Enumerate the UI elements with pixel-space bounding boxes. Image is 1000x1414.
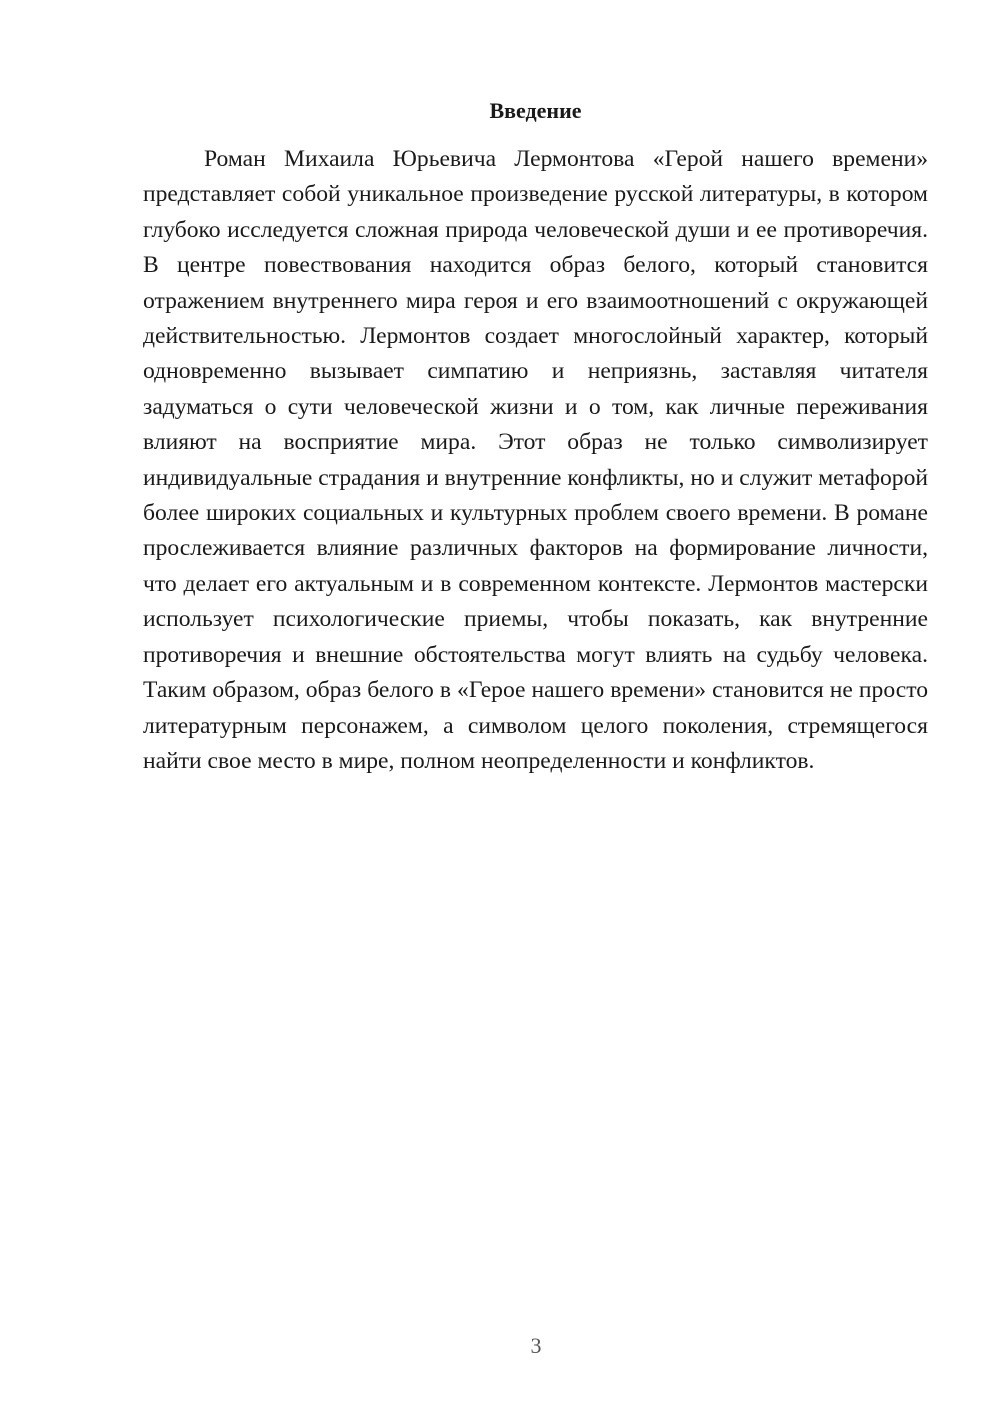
page-number: 3: [530, 1333, 542, 1358]
section-heading: Введение: [489, 98, 582, 123]
body-paragraph: Роман Михаила Юрьевича Лермонтова «Герой нашего времени» представляет собой уникальное произведение русской литературы, в котором глубоко исследуется сложная природа человеческой души и ее противоречия. В центре повествования находится образ белого, который становится отражением внутреннего мира героя и его взаимоотношений с окружающей действительностью. Лермонтов создает многослойный характер, который одновременно вызывает симпатию и неприязнь, заставляя читателя задуматься о сути человеческой жизни и о том, как личные переживания влияют на восприятие мира. Этот образ не только символизирует индивидуальные страдания и внутренние конфликты, но и служит метафорой более широких социальных и культурных проблем своего времени. В романе прослеживается влияние различных факторов на формирование личности, что делает его актуальным и в современном контексте. Лермонтов мастерски использует психологические приемы, чтобы показать, как внутренние противоречия и внешние обстоятельства могут влиять на судьбу человека. Таким образом, образ белого в «Герое нашего времени» становится не просто литературным персонажем, а символом целого поколения, стремящегося найти свое место в мире, полном неопределенности и конфликтов.: [143, 146, 928, 774]
